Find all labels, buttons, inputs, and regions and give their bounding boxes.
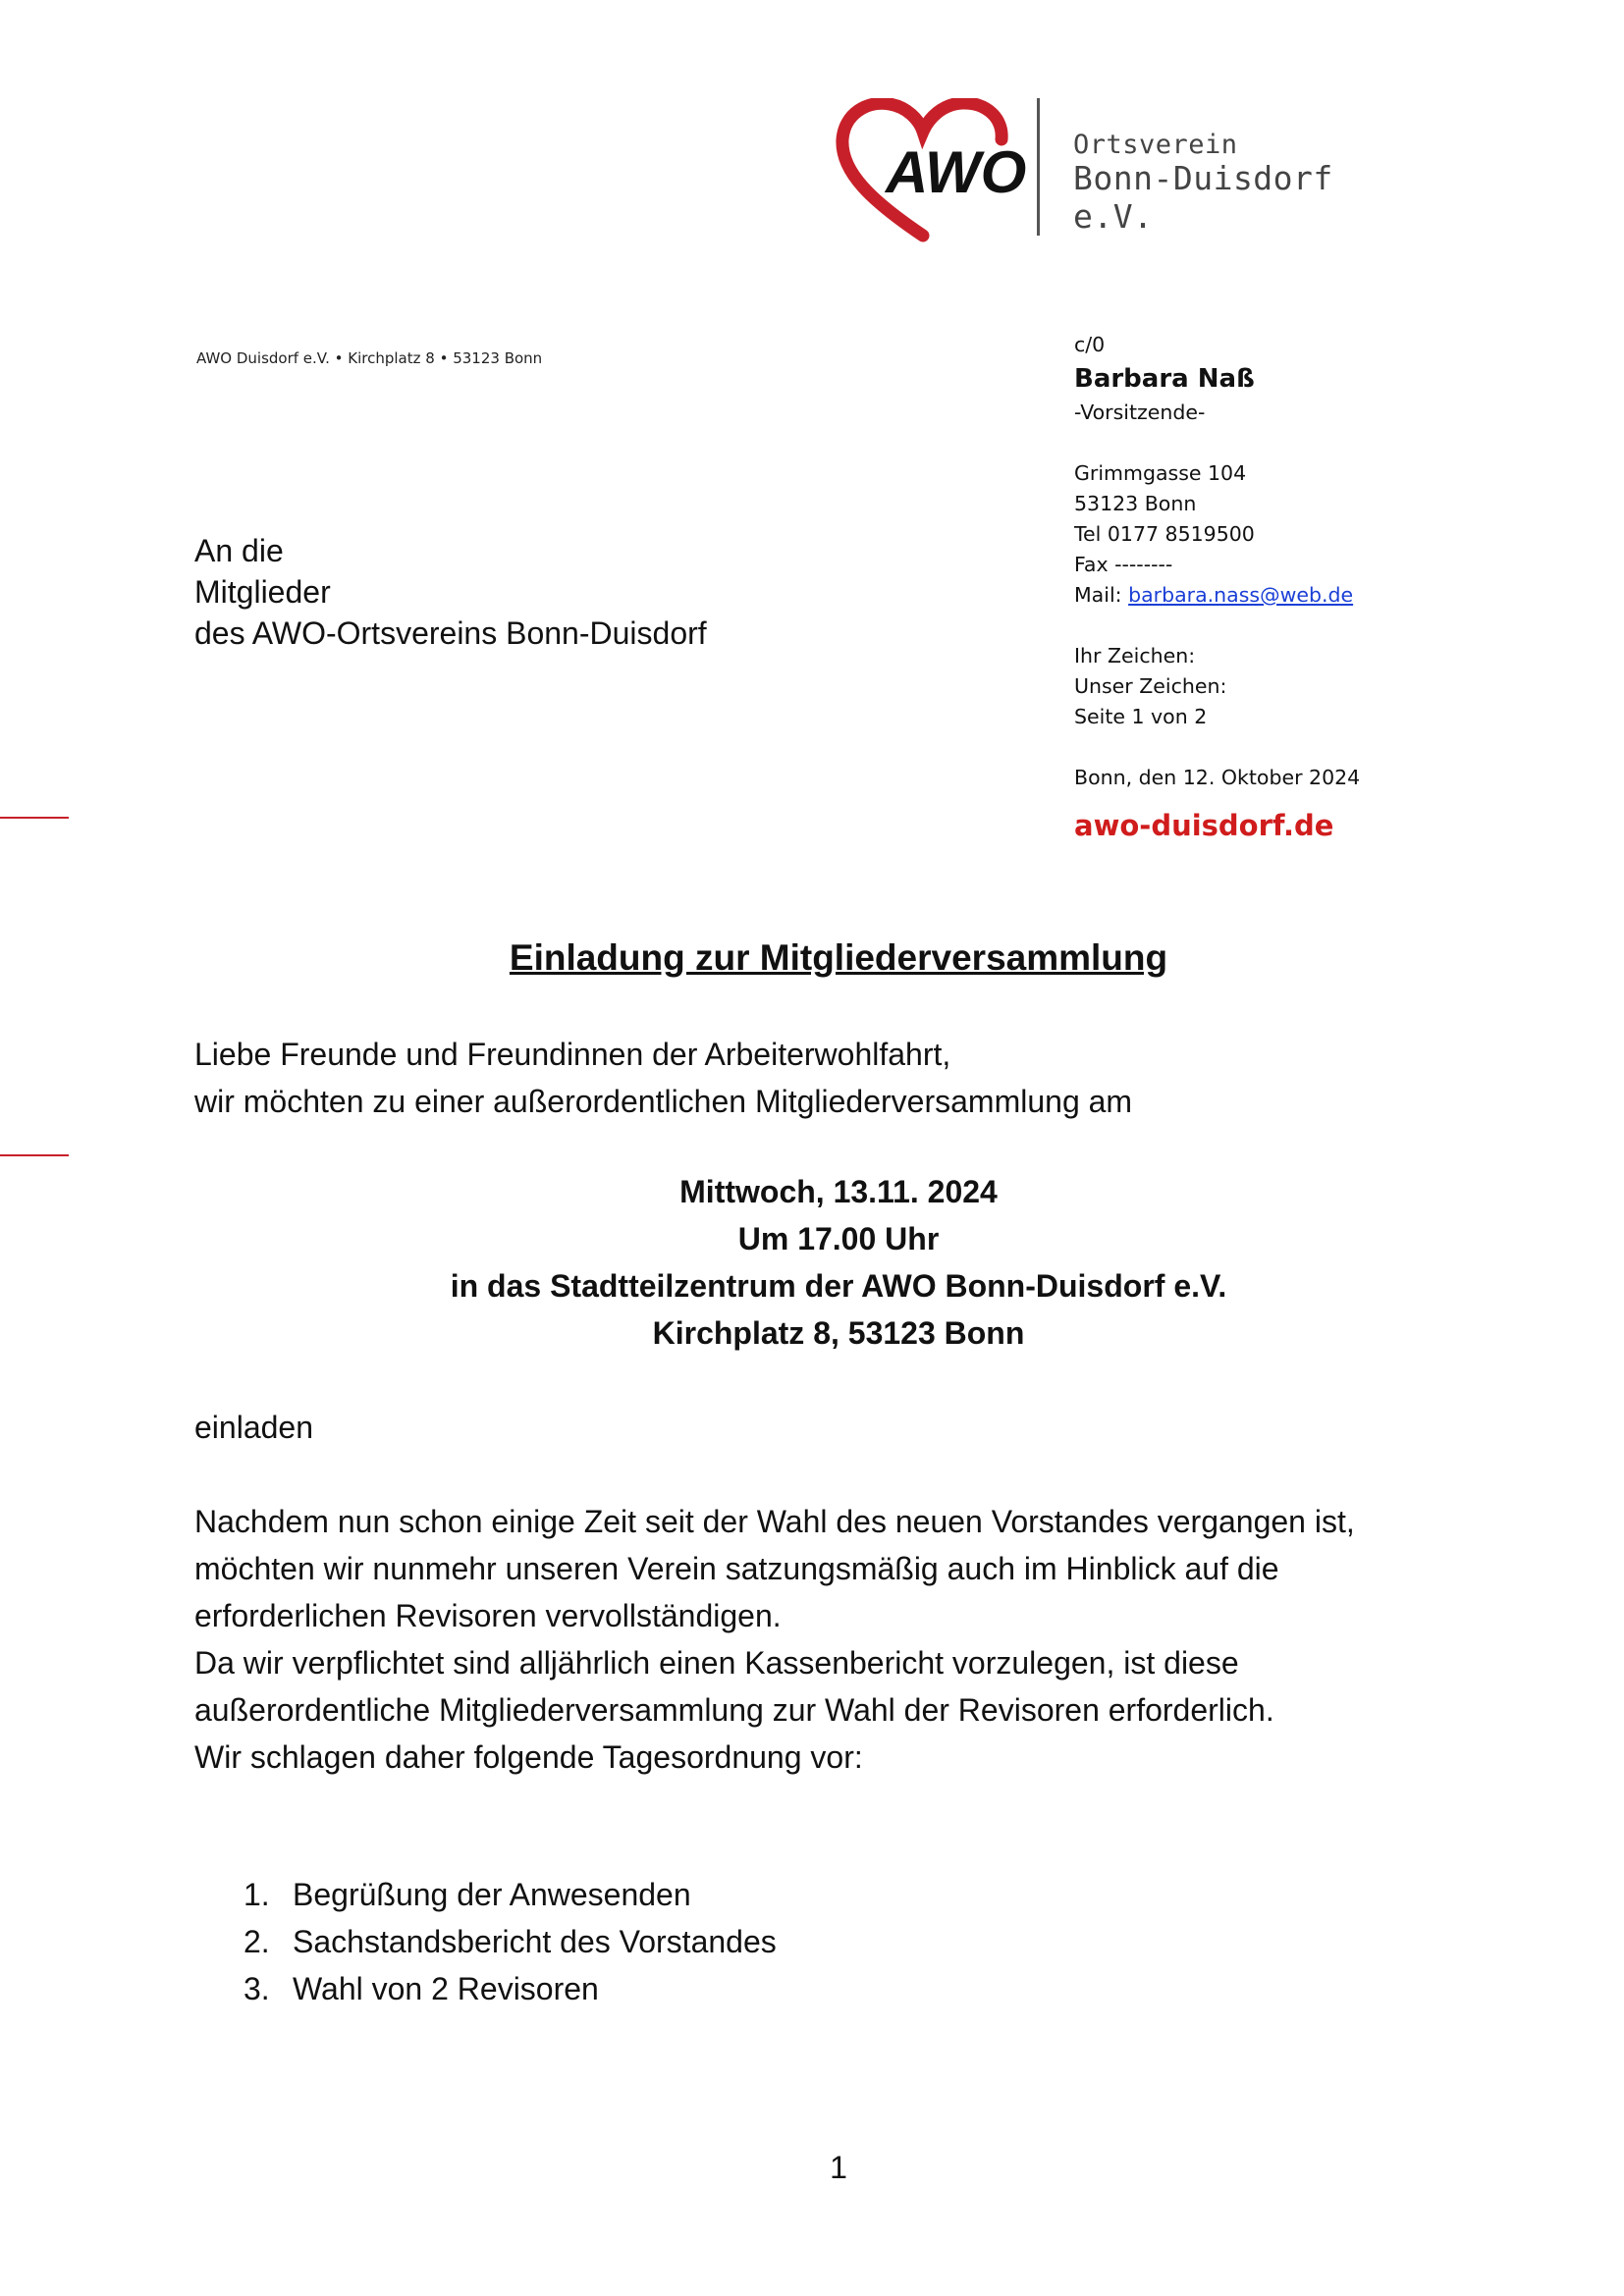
contact-role: -Vorsitzende- <box>1074 400 1206 424</box>
recipient-block <box>194 530 707 654</box>
intro-paragraph <box>194 1031 1471 1125</box>
recipient-line3: des AWO-Ortsvereins Bonn-Duisdorf <box>194 615 707 651</box>
contact-fax: Fax -------- <box>1074 553 1173 576</box>
org-name-line1: Ortsverein <box>1073 130 1238 160</box>
email-link[interactable]: barbara.nass@web.de <box>1128 583 1354 607</box>
body-line5: außerordentliche Mitgliederversammlung zur Wahl der Revisoren erforderlich. <box>194 1692 1274 1728</box>
agenda-item-text: Sachstandsbericht des Vorstandes <box>293 1924 777 1959</box>
body-line1: Nachdem nun schon einige Zeit seit der Wahl des neuen Vorstandes vergangen ist, <box>194 1504 1355 1539</box>
event-place: in das Stadtteilzentrum der AWO Bonn-Duisdorf e.V. <box>450 1268 1227 1304</box>
body-line2: möchten wir nunmehr unseren Verein satzungsmäßig auch im Hinblick auf die <box>194 1551 1279 1586</box>
agenda-list <box>244 1871 777 2012</box>
contact-mail <box>1074 580 1360 611</box>
body-line4: Da wir verpflichtet sind alljährlich einen Kassenbericht vorzulegen, ist diese <box>194 1645 1239 1681</box>
contact-tel: Tel 0177 8519500 <box>1074 522 1255 546</box>
einladen-text: einladen <box>194 1410 313 1445</box>
event-details <box>0 1168 1624 1357</box>
logo-wordmark: AWO <box>886 139 1027 205</box>
page-number: 1 <box>830 2150 847 2185</box>
event-time: Um 17.00 Uhr <box>737 1221 940 1256</box>
heart-logo-icon <box>833 98 1029 245</box>
contact-street: Grimmgasse 104 <box>1074 461 1247 485</box>
agenda-item-number: 3. <box>244 1971 270 2006</box>
agenda-item-text: Wahl von 2 Revisoren <box>293 1971 599 2006</box>
event-day: Mittwoch, 13.11. 2024 <box>679 1174 998 1209</box>
body-line6: Wir schlagen daher folgende Tagesordnung vor: <box>194 1739 863 1775</box>
mail-label: Mail: <box>1074 583 1129 607</box>
awo-logo <box>833 98 1363 245</box>
agenda-item <box>244 1871 777 1918</box>
unser-zeichen: Unser Zeichen: <box>1074 674 1227 698</box>
recipient-line2: Mitglieder <box>194 574 331 610</box>
ihr-zeichen: Ihr Zeichen: <box>1074 644 1196 667</box>
recipient-line1: An die <box>194 533 284 568</box>
agenda-item-number: 2. <box>244 1924 270 1959</box>
body-line3: erforderlichen Revisoren vervollständigen. <box>194 1598 782 1633</box>
intro-line1: Liebe Freunde und Freundinnen der Arbeiterwohlfahrt, <box>194 1037 951 1072</box>
agenda-item-number: 1. <box>244 1877 270 1912</box>
page-count: Seite 1 von 2 <box>1074 705 1208 728</box>
care-of: c/0 <box>1074 333 1106 356</box>
contact-info-block <box>1074 330 1360 844</box>
website: awo-duisdorf.de <box>1074 809 1334 842</box>
event-address: Kirchplatz 8, 53123 Bonn <box>652 1315 1025 1351</box>
agenda-item <box>244 1965 777 2012</box>
fold-mark-middle <box>0 1154 69 1156</box>
contact-city: 53123 Bonn <box>1074 492 1197 515</box>
intro-line2: wir möchten zu einer außerordentlichen Mitgliederversammlung am <box>194 1084 1133 1119</box>
body-paragraph <box>194 1498 1471 1781</box>
agenda-item-text: Begrüßung der Anwesenden <box>293 1877 691 1912</box>
contact-name: Barbara Naß <box>1074 364 1255 394</box>
logo-divider <box>1037 98 1040 236</box>
org-name-line2: Bonn-Duisdorf e.V. <box>1073 159 1333 236</box>
fold-mark-top <box>0 817 69 819</box>
letter-date: Bonn, den 12. Oktober 2024 <box>1074 766 1361 789</box>
letter-title: Einladung zur Mitgliederversammlung <box>509 937 1168 978</box>
sender-address-line: AWO Duisdorf e.V. • Kirchplatz 8 • 53123 Bonn <box>196 349 543 367</box>
agenda-item <box>244 1918 777 1965</box>
